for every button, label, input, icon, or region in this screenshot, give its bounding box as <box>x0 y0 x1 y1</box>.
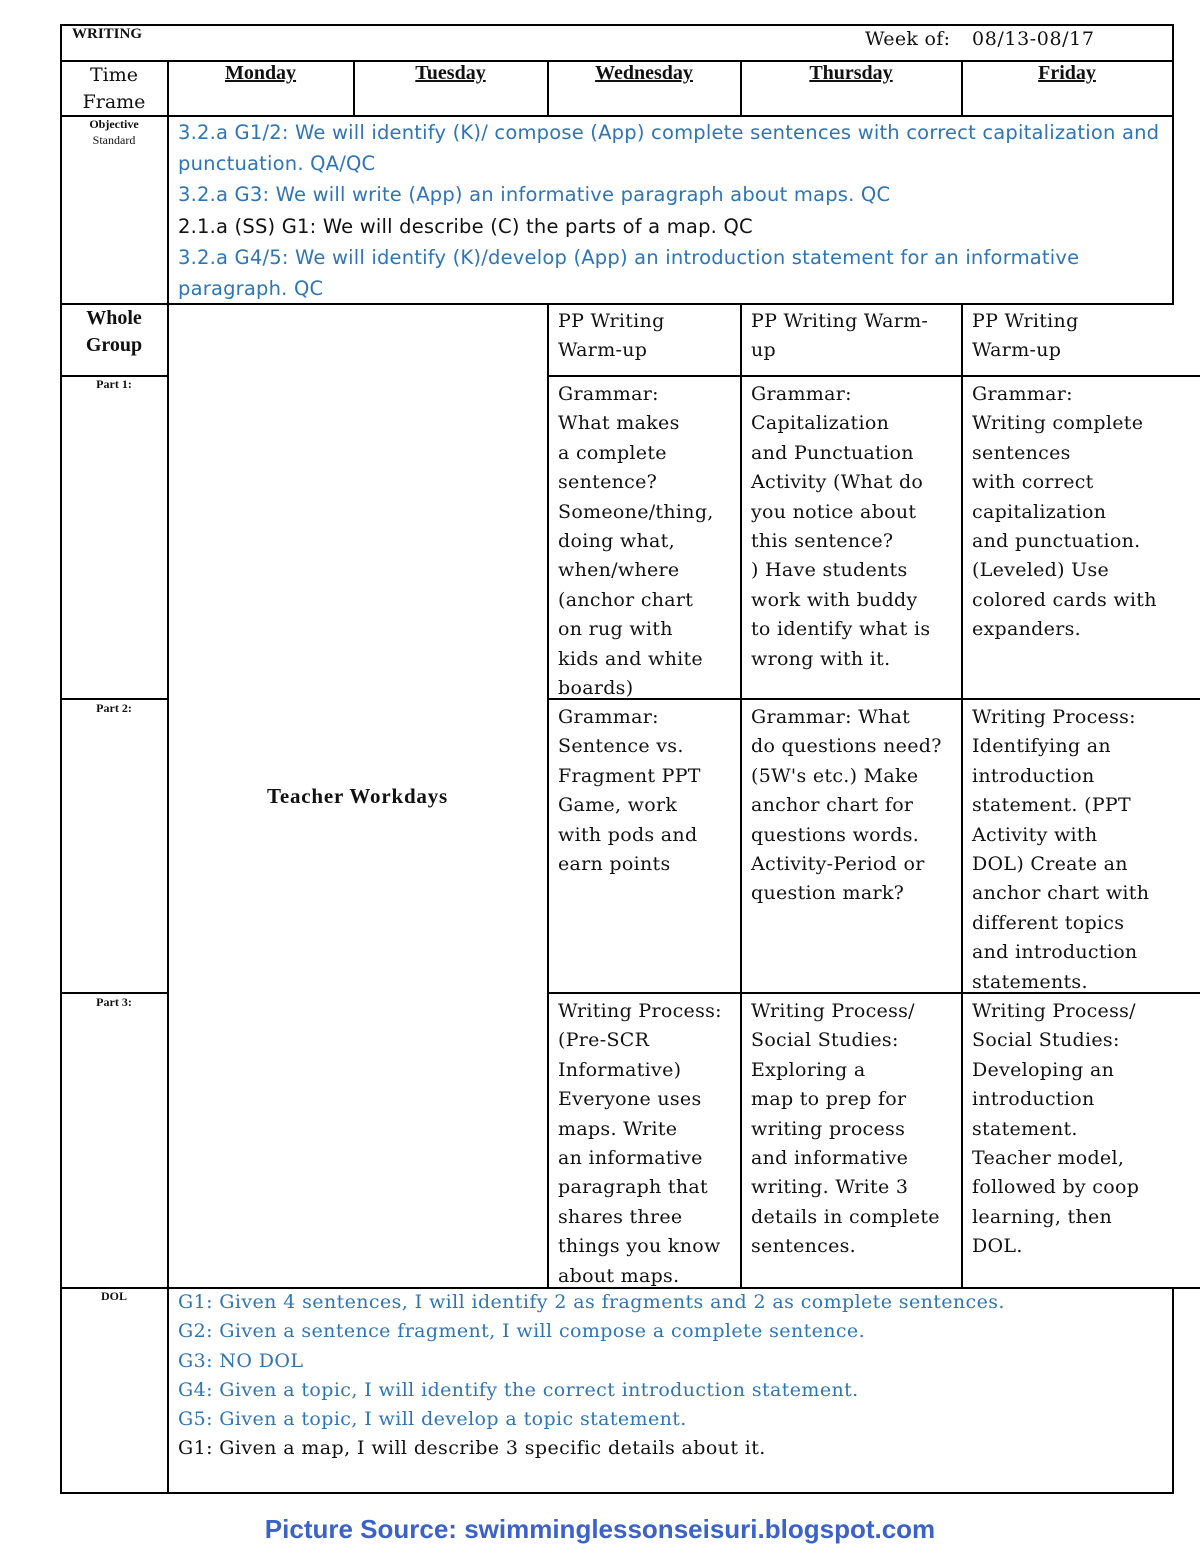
part1-wednesday: Grammar: What makes a complete sentence? Someone/thing, doing what, when/where (anchor chart on rug with kids and white boards) <box>558 383 714 698</box>
dol-line: G4: Given a topic, I will identify the correct introduction statement. <box>178 1378 859 1401</box>
part3-friday: Writing Process/ Social Studies: Developing an introduction statement. Teacher model, followed by coop learning, then DOL. <box>972 1000 1140 1258</box>
objective-line: 3.2.a G1/2: We will identify (K)/ compose (App) complete sentences with correct capitalization and punctuation. QA/QC <box>178 121 1160 176</box>
dol-line: G3: NO DOL <box>178 1349 304 1372</box>
objective-line: 2.1.a (SS) G1: We will describe (C) the parts of a map. QC <box>178 214 753 238</box>
day-header-wednesday: Wednesday <box>595 62 693 84</box>
part2-label: Part 2: <box>96 701 132 715</box>
dol-label: DOL <box>100 1289 127 1303</box>
day-header-monday: Monday <box>224 62 297 84</box>
dol-list <box>178 1288 1168 1464</box>
dol-line: G2: Given a sentence fragment, I will compose a complete sentence. <box>178 1320 866 1343</box>
warmup-wednesday: PP Writing Warm-up <box>558 310 665 362</box>
week-value: 08/13-08/17 <box>972 28 1095 50</box>
whole-group-label: Whole Group <box>85 307 143 356</box>
day-header-friday: Friday <box>1038 62 1096 84</box>
part1-thursday: Grammar: Capitalization and Punctuation Activity (What do you notice about this sentence? ) Have students work with buddy to identify what is wrong with it. <box>751 383 931 670</box>
objective-line: 3.2.a G3: We will write (App) an informative paragraph about maps. QC <box>178 183 891 207</box>
teacher-workdays: Teacher Workdays <box>266 784 449 808</box>
part3-label: Part 3: <box>96 995 132 1009</box>
objective-line: 3.2.a G4/5: We will identify (K)/develop (App) an introduction statement for an informative paragraph. QC <box>178 245 1080 301</box>
part2-thursday: Grammar: What do questions need? (5W's etc.) Make anchor chart for questions words. Activity-Period or question mark? <box>751 706 942 905</box>
day-header-thursday: Thursday <box>809 62 893 84</box>
warmup-thursday: PP Writing Warm- up <box>751 310 929 362</box>
objective-sublabel: Standard <box>92 133 136 147</box>
subject-title: WRITING <box>72 26 143 42</box>
dol-line: G1: Given a map, I will describe 3 specific details about it. <box>178 1437 766 1460</box>
part2-friday: Writing Process: Identifying an introduction statement. (PPT Activity with DOL) Create an anchor chart with different topics and introduction statements. <box>972 706 1150 992</box>
warmup-friday: PP Writing Warm-up <box>972 310 1079 362</box>
part1-label: Part 1: <box>96 377 132 391</box>
time-frame-header: Time Frame <box>82 64 146 113</box>
part1-friday: Grammar: Writing complete sentences with correct capitalization and punctuation. (Leveled) Use colored cards with expanders. <box>972 383 1157 641</box>
day-header-tuesday: Tuesday <box>415 62 486 84</box>
dol-line: G5: Given a topic, I will develop a topic statement. <box>178 1408 687 1431</box>
dol-line: G1: Given 4 sentences, I will identify 2 as fragments and 2 as complete sentences. <box>178 1291 1005 1313</box>
picture-source-caption: Picture Source: swimminglessonseisuri.blogspot.com <box>264 1514 936 1544</box>
part2-wednesday: Grammar: Sentence vs. Fragment PPT Game, work with pods and earn points <box>558 706 701 876</box>
part3-wednesday: Writing Process: (Pre-SCR Informative) Everyone uses maps. Write an informative paragraph that shares three things you know about maps. <box>558 1000 722 1287</box>
objective-label: Objective <box>89 117 139 131</box>
week-label: Week of: <box>865 28 951 50</box>
part3-thursday: Writing Process/ Social Studies: Exploring a map to prep for writing process and informative writing. Write 3 details in complete sentences. <box>751 1000 940 1258</box>
objective-list <box>178 117 1168 304</box>
